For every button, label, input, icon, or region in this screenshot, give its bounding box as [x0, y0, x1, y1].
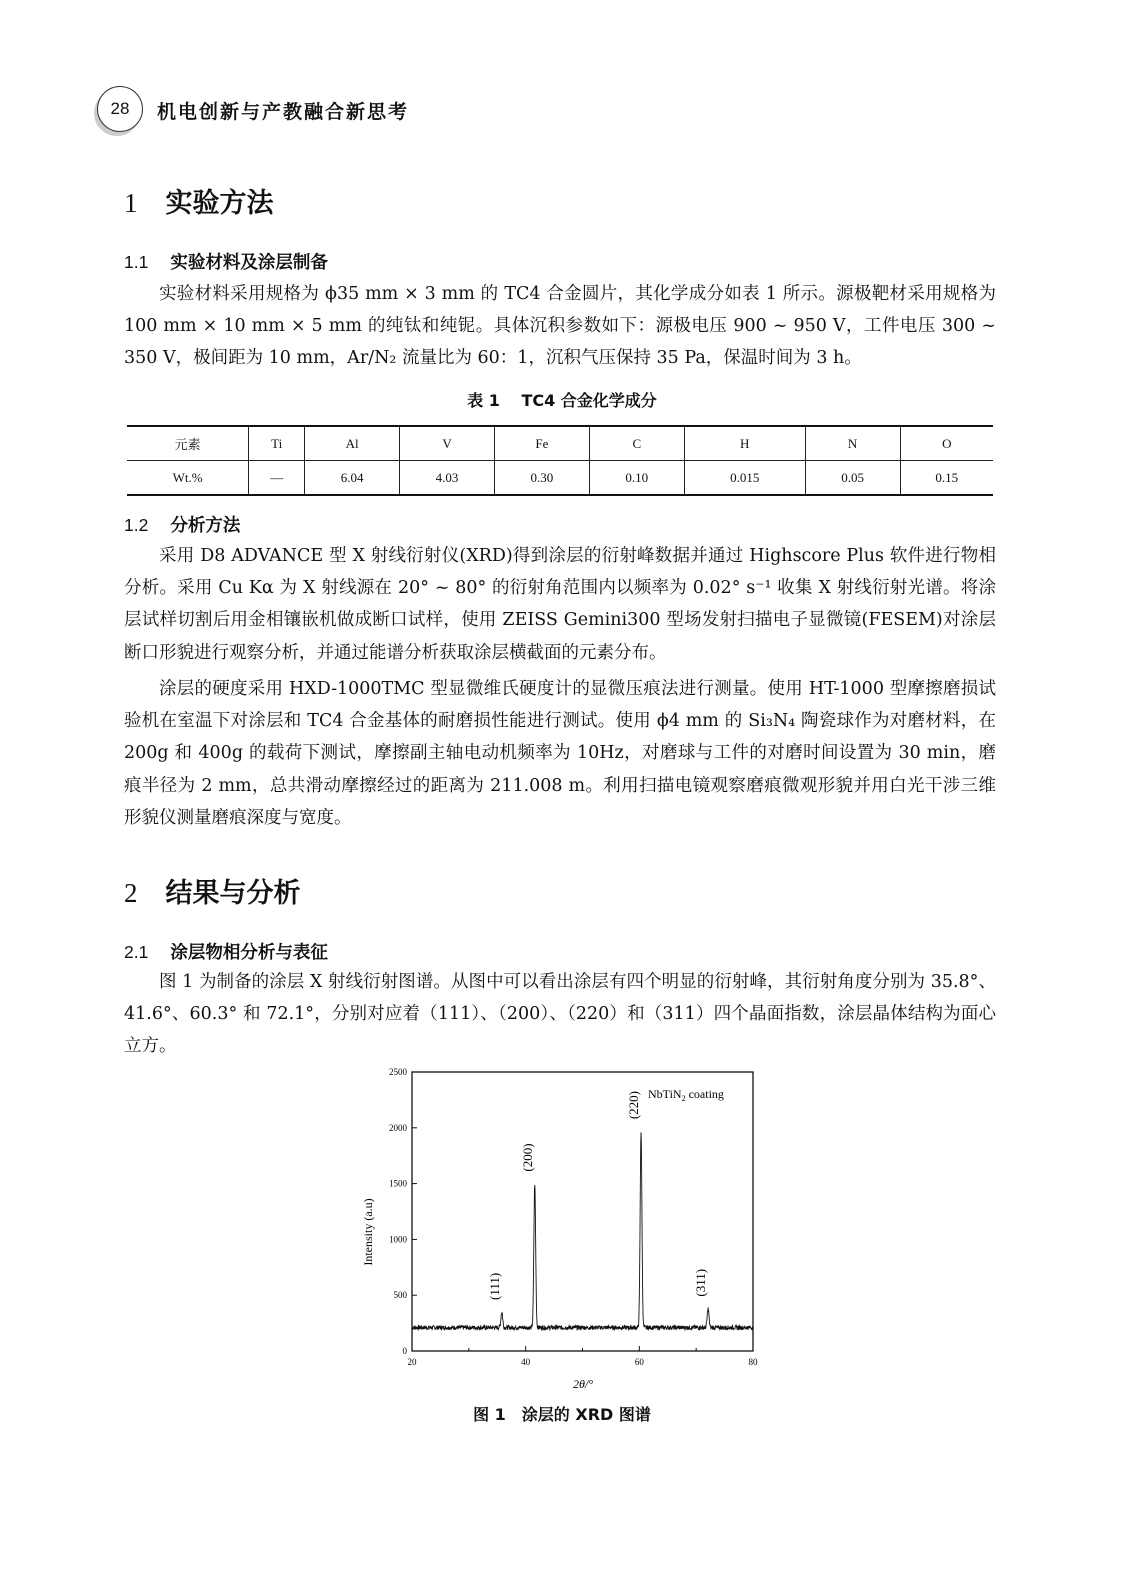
y-tick-label: 0 — [402, 1346, 407, 1356]
paragraph-analysis-1: 采用 D8 ADVANCE 型 X 射线衍射仪(XRD)得到涂层的衍射峰数据并通过 Highscore Plus 软件进行物相分析。采用 Cu Kα 为 X 射线源在 20° ~ 80° 的衍射角范围内以频率为 0.02° s⁻¹ 收集 X 射线衍射光谱。将涂层试样切割后用金相镶嵌机做成断口试样，使用 ZEISS Gemini300 型场发射扫描电子显微镜(FESEM)对涂层断口形貌进行观察分析，并通过能谱分析获取涂层横截面的元素分布。 — [124, 546, 996, 663]
paragraph-analysis-2: 涂层的硬度采用 HXD-1000TMC 型显微维氏硬度计的显微压痕法进行测量。使用 HT-1000 型摩擦磨损试验机在室温下对涂层和 TC4 合金基体的耐磨损性能进行测试。使用 ϕ4 mm 的 Si₃N₄ 陶瓷球作为对磨材料，在 200g 和 400g 的载荷下测试，摩擦副主轴电动机频率为 10Hz，对磨球与工件的对磨时间设置为 30 min，磨痕半径为 2 mm，总共滑动摩擦经过的距离为 211.008 m。利用扫描电镜观察磨痕微观形貌并用白光干涉三维形貌仪测量磨痕深度与宽度。 — [124, 679, 996, 828]
table-header-cell: Al — [305, 426, 400, 461]
table-header-cell: V — [400, 426, 495, 461]
table-cell: 0.10 — [589, 461, 684, 496]
table-header-cell: 元素 — [127, 426, 249, 461]
y-tick-label: 2500 — [389, 1067, 407, 1077]
subsection-title: 实验材料及涂层制备 — [170, 253, 328, 273]
peak-label: (111) — [486, 1272, 502, 1300]
xrd-series-line — [412, 1132, 753, 1329]
table-header-cell: N — [805, 426, 900, 461]
page-number: 28 — [110, 99, 130, 118]
composition-table — [127, 425, 993, 496]
subsection-number: 2.1 — [124, 942, 149, 962]
section-1-heading — [124, 181, 274, 220]
table-cell: 6.04 — [305, 461, 400, 496]
y-tick-label: 1000 — [389, 1234, 407, 1245]
x-tick-label: 20 — [407, 1357, 417, 1367]
subsection-2-1-heading — [124, 939, 328, 964]
table-cell: 0.05 — [805, 461, 900, 496]
y-tick-label: 1500 — [389, 1178, 407, 1189]
subsection-1-2-heading — [124, 512, 240, 537]
section-number: 2 — [124, 878, 138, 908]
y-tick-label: 2000 — [389, 1122, 407, 1133]
plot-frame — [412, 1072, 753, 1351]
x-tick-label: 80 — [748, 1357, 758, 1367]
subsection-number: 1.1 — [124, 252, 149, 272]
section-title: 实验方法 — [165, 188, 274, 219]
table-cell: 0.015 — [684, 461, 805, 496]
paragraph-xrd: 图 1 为制备的涂层 X 射线衍射图谱。从图中可以看出涂层有四个明显的衍射峰，其衍射角度分别为 35.8°、41.6°、60.3° 和 72.1°，分别对应着（111）、（200）、（220）和（311）四个晶面指数，涂层晶体结构为面心立方。 — [124, 972, 996, 1057]
subsection-title: 涂层物相分析与表征 — [170, 943, 328, 963]
x-tick-label: 40 — [521, 1357, 531, 1367]
subsection-title: 分析方法 — [170, 516, 241, 536]
table-header-cell: Ti — [249, 426, 305, 461]
section-title: 结果与分析 — [165, 878, 301, 909]
y-axis-label: Intensity (a.u) — [361, 1198, 375, 1266]
x-axis-label: 2θ/° — [572, 1377, 594, 1391]
table-header-cell: C — [589, 426, 684, 461]
table-cell: Wt.% — [127, 461, 249, 496]
table-cell: 0.15 — [900, 461, 993, 496]
figure-caption: 图 1 涂层的 XRD 图谱 — [473, 1405, 651, 1424]
table-cell: 0.30 — [494, 461, 589, 496]
y-tick-label: 500 — [393, 1290, 407, 1301]
table-row — [127, 461, 993, 496]
subsection-number: 1.2 — [124, 515, 149, 535]
table-header-cell: O — [900, 426, 993, 461]
page-number-badge — [97, 86, 143, 132]
table-header-cell: Fe — [494, 426, 589, 461]
section-2-heading — [124, 871, 301, 910]
section-number: 1 — [124, 188, 138, 218]
table-header-row — [127, 426, 993, 461]
table-header-cell: H — [684, 426, 805, 461]
table-caption: 表 1 TC4 合金化学成分 — [467, 391, 657, 410]
table-cell: 4.03 — [400, 461, 495, 496]
x-tick-label: 60 — [634, 1357, 644, 1367]
table-cell: — — [249, 461, 305, 496]
subsection-1-1-heading — [124, 249, 328, 274]
peak-label: (220) — [626, 1090, 642, 1120]
running-header-title: 机电创新与产教融合新思考 — [157, 101, 410, 123]
paragraph-materials: 实验材料采用规格为 ϕ35 mm × 3 mm 的 TC4 合金圆片，其化学成分如表 1 所示。源极靶材采用规格为 100 mm × 10 mm × 5 mm 的纯钛和纯铌。具体沉积参数如下：源极电压 900 ~ 950 V，工件电压 300 ~ 350 V，极间距为 10 mm，Ar/N₂ 流量比为 60：1，沉积气压保持 35 Pa，保温时间为 3 h。 — [124, 284, 996, 369]
peak-label: (200) — [519, 1143, 535, 1172]
peak-label: (311) — [693, 1268, 709, 1297]
legend-label: NbTiN$_2$ coating — [648, 1087, 724, 1103]
xrd-chart — [350, 1062, 770, 1402]
